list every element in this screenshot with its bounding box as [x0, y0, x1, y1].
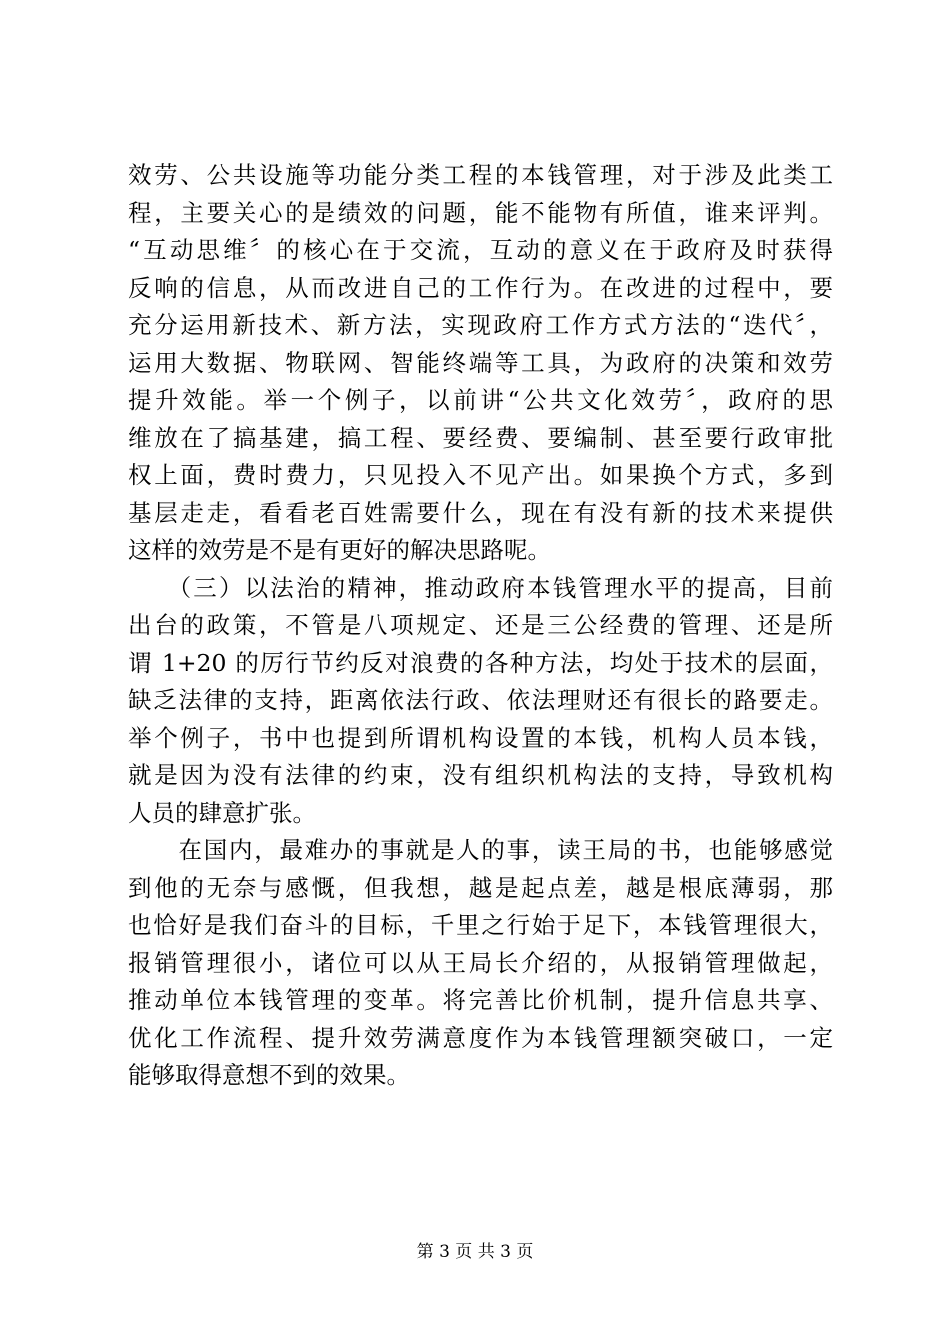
text-line: 人员的肆意扩张。 — [128, 798, 316, 827]
document-body — [128, 157, 833, 1095]
text-line: 充分运用新技术、新方法，实现政府工作方式方法的“迭代〞， — [128, 311, 833, 339]
text-line: 效劳、公共设施等功能分类工程的本钱管理，对于涉及此类工 — [128, 161, 833, 189]
text-line: （三）以法治的精神，推动政府本钱管理水平的提高，目前 — [128, 573, 833, 602]
text-line: 报销管理很小，诸位可以从王局长介绍的，从报销管理做起， — [128, 948, 833, 977]
text-line: 权上面，费时费力，只见投入不见产出。如果换个方式，多到 — [128, 461, 833, 489]
text-line: “互动思维〞的核心在于交流，互动的意义在于政府及时获得 — [128, 236, 833, 264]
text-line: 优化工作流程、提升效劳满意度作为本钱管理额突破口，一定 — [128, 1023, 833, 1052]
text-line: 反响的信息，从而改进自己的工作行为。在改进的过程中，要 — [128, 273, 833, 302]
text-line: 在国内，最难办的事就是人的事，读王局的书，也能够感觉 — [128, 836, 833, 864]
text-line: 出台的政策，不管是八项规定、还是三公经费的管理、还是所 — [128, 611, 833, 639]
text-line: 举个例子，书中也提到所谓机构设置的本钱，机构人员本钱， — [128, 723, 833, 752]
text-line: 维放在了搞基建，搞工程、要经费、要编制、甚至要行政审批 — [128, 423, 833, 452]
text-line: 运用大数据、物联网、智能终端等工具，为政府的决策和效劳 — [128, 348, 833, 377]
text-line: 就是因为没有法律的约束，没有组织机构法的支持，导致机构 — [128, 761, 833, 789]
text-line: 提升效能。举一个例子，以前讲“公共文化效劳〞，政府的思 — [128, 386, 833, 414]
text-line: 基层走走，看看老百姓需要什么，现在有没有新的技术来提供 — [128, 498, 833, 527]
text-line: 谓 1+20 的厉行节约反对浪费的各种方法，均处于技术的层面， — [128, 648, 833, 677]
text-line: 也恰好是我们奋斗的目标，千里之行始于足下，本钱管理很大， — [128, 911, 833, 939]
text-line: 推动单位本钱管理的变革。将完善比价机制，提升信息共享、 — [128, 986, 833, 1014]
page-number-footer: 第 3 页 共 3 页 — [416, 1242, 534, 1262]
text-line: 缺乏法律的支持，距离依法行政、依法理财还有很长的路要走。 — [128, 686, 833, 714]
text-line: 这样的效劳是不是有更好的解决思路呢。 — [128, 536, 551, 564]
text-line: 能够取得意想不到的效果。 — [128, 1061, 410, 1089]
text-line: 到他的无奈与感慨，但我想，越是起点差，越是根底薄弱，那 — [128, 873, 833, 902]
text-line: 程，主要关心的是绩效的问题，能不能物有所值，谁来评判。 — [128, 198, 833, 227]
